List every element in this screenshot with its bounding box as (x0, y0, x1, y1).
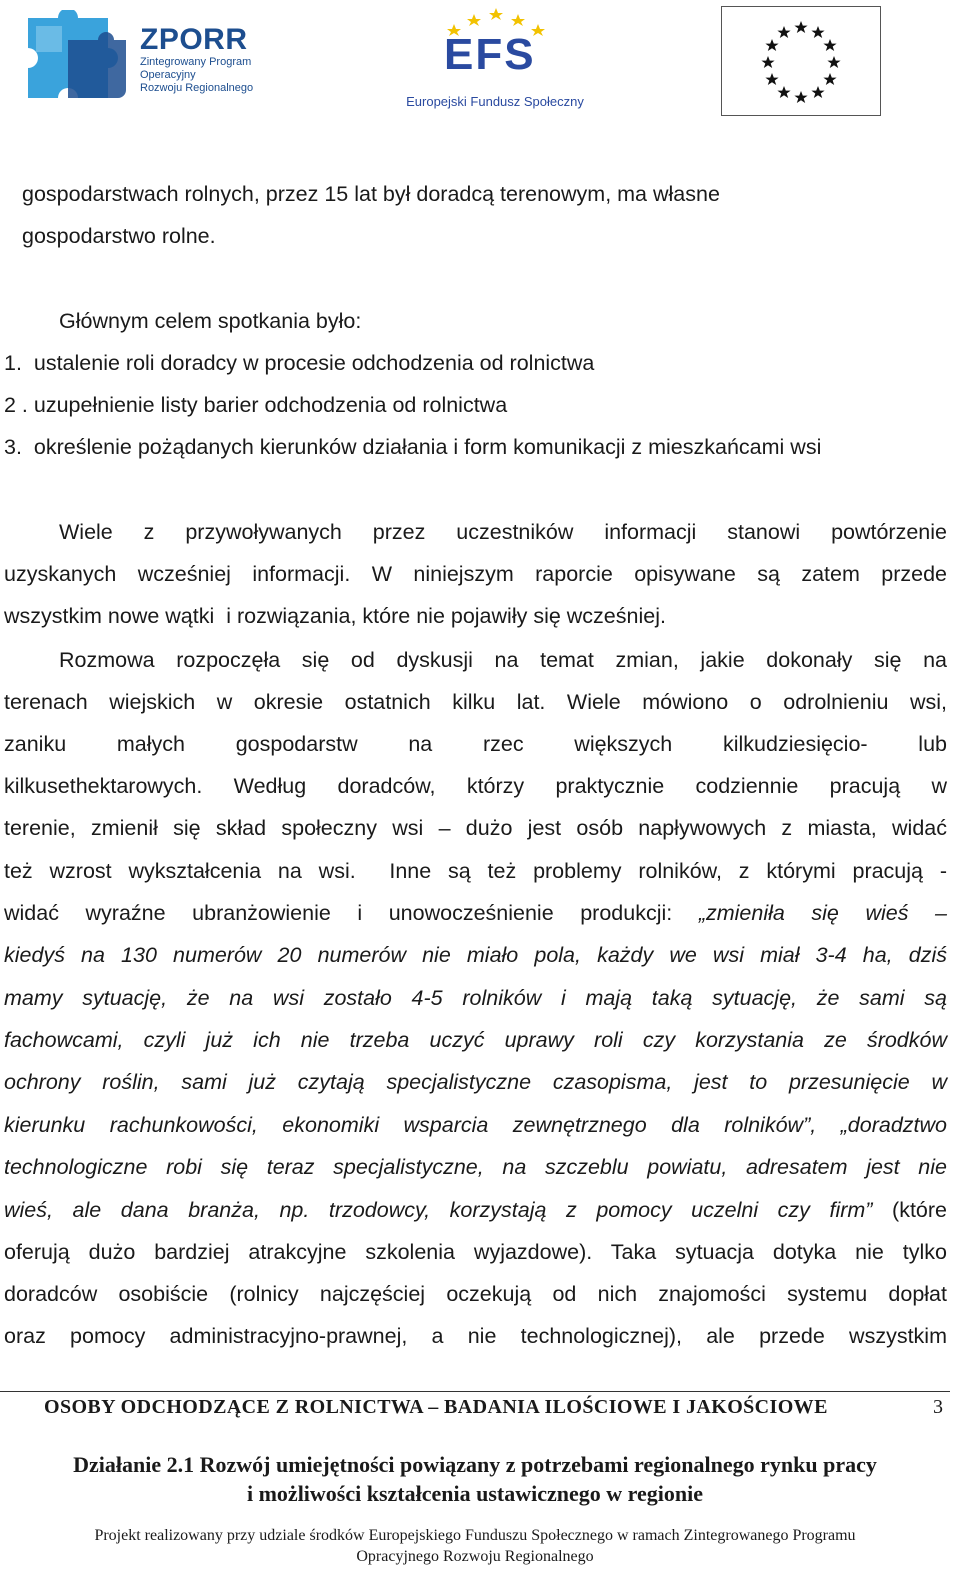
para2-line-7: widać wyraźne ubranżowienie i unowocześnienie produkcji: „zmieniła się wieś – (4, 901, 947, 925)
zporr-subtitle-2: Operacyjny (140, 69, 196, 81)
para2-line-8: kiedyś na 130 numerów 20 numerów nie miało pola, każdy we wsi miał 3-4 ha, dziś (4, 943, 947, 967)
goal-item-3: 3. określenie pożądanych kierunków działania i form komunikacji z mieszkańcami wsi (4, 435, 822, 459)
footer-project-line-2: Opracyjnego Rozwoju Regionalnego (356, 1548, 594, 1565)
para2-line-16: doradców osobiście (rolnicy najczęściej oczekują od nich znajomości systemu dopłat (4, 1282, 947, 1306)
footer-action (0, 1450, 950, 1508)
footer-divider (0, 1391, 950, 1392)
footer-project (0, 1525, 950, 1567)
para2-line-4: kilkusethektarowych. Według doradców, którzy praktycznie codziennie pracują w (4, 774, 947, 798)
para2-line-17: oraz pomocy administracyjno-prawnej, a nie technologicznej), ale przede wszystkim (4, 1324, 947, 1348)
puzzle-icon (24, 10, 134, 110)
para2-line-14: wieś, ale dana branża, np. trzodowcy, korzystają z pomocy uczelni czy firm” (które (4, 1198, 947, 1222)
zporr-logo (24, 10, 264, 110)
eu-flag (721, 6, 881, 116)
goal-item-1: 1. ustalenie roli doradcy w procesie odchodzenia od rolnictwa (4, 351, 595, 375)
zporr-subtitle-1: Zintegrowany Program (140, 56, 252, 68)
efs-mark: EFS (444, 30, 536, 79)
zporr-subtitle-3: Rozwoju Regionalnego (140, 82, 254, 94)
para2-line-12: kierunku rachunkowości, ekonomiki wsparcia zewnętrznego dla rolników”, „doradztwo (4, 1113, 947, 1137)
eu-flag-icon (722, 7, 880, 115)
intro-line-1: gospodarstwach rolnych, przez 15 lat był doradcą terenowym, ma własne (22, 182, 720, 206)
para2-line-13: technologiczne robi się teraz specjalistyczne, na szczeblu powiatu, adresatem jest nie (4, 1155, 947, 1179)
para2-line-10: fachowcami, czyli już ich nie trzeba uczyć uprawy roli czy korzystania ze środków (4, 1028, 947, 1052)
zporr-title: ZPORR (140, 23, 248, 56)
footer-title: OSOBY ODCHODZĄCE Z ROLNICTWA – BADANIA ILOŚCIOWE I JAKOŚCIOWE (44, 1396, 828, 1418)
para1-line-2: uzyskanych wcześniej informacji. W niniejszym raporcie opisywane są zatem przede (4, 562, 947, 586)
para2-line-1: Rozmowa rozpoczęła się od dyskusji na temat zmian, jakie dokonały się na (59, 648, 947, 672)
para2-line-11: ochrony roślin, sami już czytają specjalistyczne czasopisma, jest to przesunięcie w (4, 1070, 947, 1094)
para2-line-5: terenie, zmienił się skład społeczny wsi – dużo jest osób napływowych z miasta, widać (4, 816, 947, 840)
quote-start: „zmieniła się wieś – (698, 901, 947, 925)
footer-project-line-1: Projekt realizowany przy udziale środków Europejskiego Funduszu Społecznego w ramach Zintegrowanego Programu (94, 1527, 856, 1544)
footer-action-line-1: Działanie 2.1 Rozwój umiejętności powiązany z potrzebami regionalnego rynku pracy (73, 1452, 877, 1477)
intro-line-2: gospodarstwo rolne. (22, 224, 216, 248)
para1-line-3: wszystkim nowe wątki i rozwiązania, które nie pojawiły się wcześniej. (4, 604, 666, 628)
goal-item-2: 2 . uzupełnienie listy barier odchodzenia od rolnictwa (4, 393, 508, 417)
para2-line-2: terenach wiejskich w okresie ostatnich kilku lat. Wiele mówiono o odrolnieniu wsi, (4, 690, 947, 714)
para2-line-15: oferują dużo bardziej atrakcyjne szkolenia wyjazdowe). Taka sytuacja dotyka nie tylko (4, 1240, 947, 1264)
para2-line-6: też wzrost wykształcenia na wsi. Inne są też problemy rolników, z którymi pracują - (4, 859, 947, 883)
goal-heading: Głównym celem spotkania było: (59, 309, 362, 333)
para2-line-9: mamy sytuację, że na wsi zostało 4-5 rolników i mają taką sytuację, że sami są (4, 986, 947, 1010)
efs-caption: Europejski Fundusz Społeczny (406, 94, 584, 109)
para2-line-3: zaniku małych gospodarstw na rzec większych kilkudziesięcio- lub (4, 732, 947, 756)
efs-logo (400, 6, 590, 116)
page-number: 3 (933, 1396, 943, 1418)
para1-line-1: Wiele z przywoływanych przez uczestników informacji stanowi powtórzenie (59, 520, 947, 544)
footer-action-line-2: i możliwości kształcenia ustawicznego w regionie (246, 1481, 704, 1506)
